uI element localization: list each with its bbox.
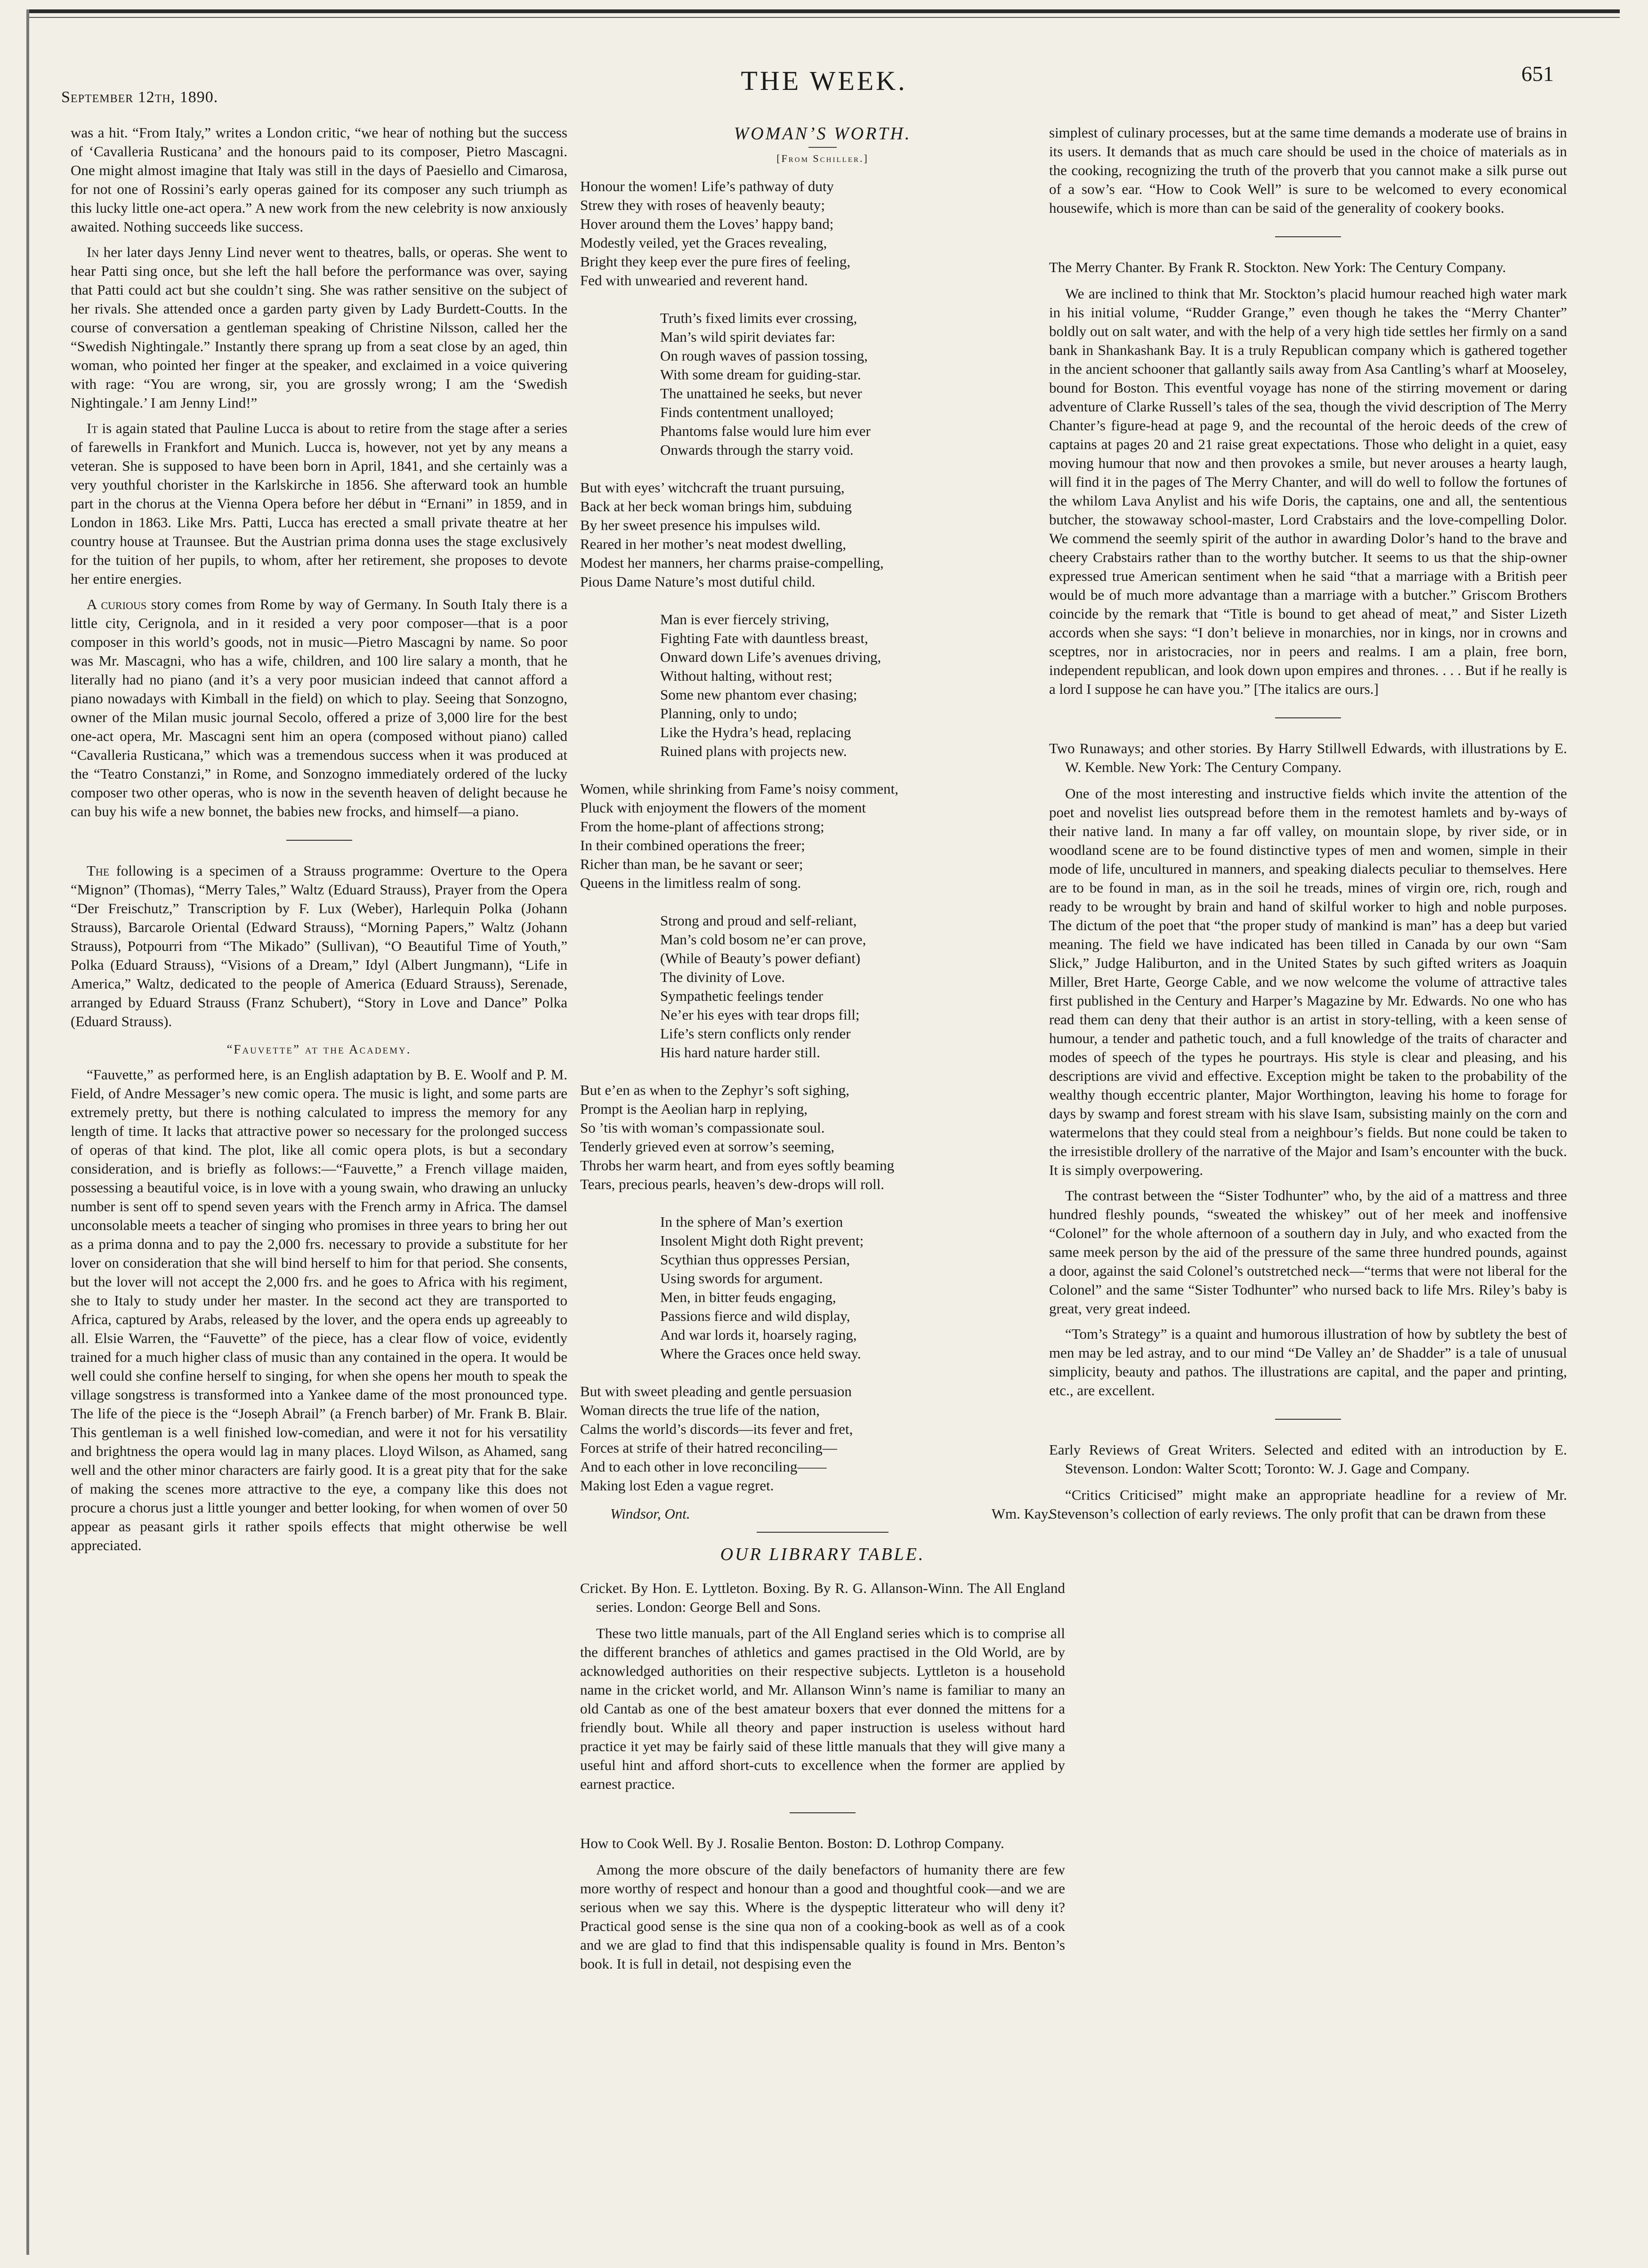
- poem-line: Tenderly grieved even at sorrow’s seeming,: [580, 1138, 835, 1155]
- poem-stanza: [660, 610, 1065, 761]
- poem-line: Phantoms false would lure him ever: [660, 423, 871, 439]
- review-two-runaways-2: The contrast between the “Sister Todhunter” who, by the aid of a mattress and three hundred fleshly pounds, “sweated the whiskey” out of her meek and inoffensive “Colonel” for the whole afternoon of a southern day in July, and who exacted from the same meek person by the aid of the pressure of the same three hundred pounds, against a door, against the said Colonel’s outstretched neck—“terms that were not liberal for the Colonel” and the same “Sister Todhunter” who nursed back to life Mrs. Riley’s baby is great, very great indeed.: [1049, 1187, 1567, 1317]
- article-jenny-lind: [71, 243, 567, 412]
- lead-word: In: [87, 244, 99, 260]
- article-mascagni-end: was a hit. “From Italy,” writes a London critic, “we hear of nothing but the success of ‘Cavalleria Rusticana’ and the honours paid to its composer, Pietro Mascagni. One might almost imagine that Italy was still in the days of Paesiello and Cimarosa, for not one of Rossini’s early operas gained for its composer any such triumph as this lucky little one-act opera.” A new work from the new celebrity is now anxiously awaited. Nothing succeeds like success.: [71, 124, 567, 235]
- poem-line: Back at her beck woman brings him, subduing: [580, 498, 852, 515]
- poem-line: Tears, precious pearls, heaven’s dew-drops will roll.: [580, 1176, 885, 1192]
- poem-stanza: [660, 309, 1065, 459]
- fauvette-heading: “Fauvette” at the Academy.: [226, 1042, 412, 1056]
- poem-line: Queens in the limitless realm of song.: [580, 875, 801, 891]
- section-divider: [1275, 1419, 1341, 1420]
- poem-line: Onwards through the starry void.: [660, 442, 854, 458]
- article-curious-story: [71, 595, 567, 821]
- section-divider: [286, 840, 352, 841]
- poem-stanza: [660, 911, 1065, 1062]
- lead-word: The: [87, 862, 110, 879]
- poem-stanza: [660, 1213, 1065, 1363]
- left-binding-edge: [26, 9, 29, 2255]
- poem-line: Woman directs the true life of the nation,: [580, 1402, 820, 1418]
- poem-line: Where the Graces once held sway.: [660, 1345, 861, 1362]
- article-strauss-programme: [71, 861, 567, 1031]
- poem-line: And war lords it, hoarsely raging,: [660, 1327, 857, 1343]
- poem-body: [580, 177, 1065, 1495]
- review-cricket: These two little manuals, part of the All England series which is to comprise all the different branches of athletics and games practised in the Old World, are by acknowledged authorities on their respective subjects. Lyttleton is a household name in the cricket world, and Mr. Allanson Winn’s name is familiar to many an old Cantab as one of the best amateur boxers that ever donned the mittens for a friendly bout. While all theory and paper instruction is useless without hard practice it yet may be fairly said of these little manuals that they will give many a useful hint and afford short-cuts to excellence when the former are applied by earnest practice.: [580, 1625, 1065, 1792]
- poem-line: Pluck with enjoyment the flowers of the moment: [580, 799, 866, 816]
- poem-line: Hover around them the Loves’ happy band;: [580, 216, 834, 232]
- poem-line: Calms the world’s discords—its fever and fret,: [580, 1421, 853, 1437]
- poem-line: But with eyes’ witchcraft the truant pursuing,: [580, 479, 845, 496]
- poem-line: Men, in bitter feuds engaging,: [660, 1289, 836, 1305]
- poem-line: Women, while shrinking from Fame’s noisy comment,: [580, 780, 898, 797]
- poem-line: So ’tis with woman’s compassionate soul.: [580, 1119, 825, 1136]
- poem-line: Man is ever fiercely striving,: [660, 611, 829, 627]
- poem-line: In their combined operations the freer;: [580, 837, 805, 853]
- poem-line: On rough waves of passion tossing,: [660, 347, 868, 364]
- poem-place: Windsor, Ont.: [610, 1505, 690, 1522]
- review-two-runaways-3: “Tom’s Strategy” is a quaint and humorous illustration of how by subtlety the best of men may be led astray, and to our mind “De Valley an’ de Shadder” is a tale of unusual simplicity, beauty and pathos. The illustrations are capital, and the paper and printing, etc., are excellent.: [1049, 1326, 1567, 1399]
- review-two-runaways: One of the most interesting and instructive fields which invite the attention of the poet and novelist lies outspread before them in the remotest hamlets and by-ways of their native land. In many a far off valley, on mountain slope, by river side, or in woodland scene are to be found distinctive types of men and women, simple in their mode of life, uncultured in manners, and speaking dialects peculiar to themselves. Here are to be found in man, as in the soil he treads, mines of virgin ore, rich, rough and ready to be wrought by brain and hand of skilful worker to high and noble purposes. The dictum of the poet that “the proper study of mankind is man” has a deep but varied meaning. The field we have indicated has been tilled in Canada by our own “Sam Slick,” Judge Haliburton, and in the United States by such gifted writers as Joaquin Miller, Bret Harte, George Cable, and we now welcome the volume of attractive tales first published in the Century and Harper’s Magazine by Mr. Edwards. No one who has read them can deny that their author is an artist in story-telling, with a keen sense of humour, a tender and pathetic touch, and a full knowledge of the traits of character and modes of speech of the types he pourtrays. His style is clear and pleasing, and his descriptions are vivid and effective. Exception might be taken to the probability of the wealthy though eccentric planter, Major Worthington, leaving his home to forage for days by swamp and forest stream with his slave Isam, subsisting mainly on the corn and watermelons that they could steal from a neighbour’s fields. But none could be taken to the irresistible drollery of the narrative of the Major and Isam’s encounter with the buck. It is simply overpowering.: [1049, 785, 1567, 1178]
- article-text: story comes from Rome by way of Germany. In South Italy there is a little city, Cerignola, and in it resided a very poor composer—that is a poor composer in this world’s goods, not in music—Pietro Mascagni by name. So poor was Mr. Mascagni, who has a wife, children, and 100 lire salary a month, that he literally had no piano (and it’s a very poor musician indeed that cannot afford a piano nowadays with Kimball in the field) on which to play. Seeing that Sonzogno, owner of the Milan music journal Secolo, offered a prize of 3,000 lire for the best one-act opera, Mr. Mascagni sent him an opera (composed without piano) called “Cavalleria Rusticana,” which was a tremendous success when it was produced at the “Teatro Constanzi,” in Rome, and Sonzogno immediately ordered of the lucky composer two other operas, who is now in the seventh heaven of delight because he can buy his wife a new bonnet, the babies new frocks, and himself—a piano.: [71, 596, 567, 820]
- poem-line: His hard nature harder still.: [660, 1044, 821, 1061]
- poem-line: (While of Beauty’s power defiant): [660, 950, 861, 966]
- poem-line: Without halting, without rest;: [660, 668, 832, 684]
- poem-stanza: [580, 177, 1065, 290]
- poem-line: The unattained he seeks, but never: [660, 385, 862, 402]
- poem-line: Pious Dame Nature’s most dutiful child.: [580, 573, 816, 590]
- column-right: [1049, 123, 1567, 2251]
- poem-line: But with sweet pleading and gentle persuasion: [580, 1383, 852, 1399]
- review-heading-cook: How to Cook Well. By J. Rosalie Benton. Boston: D. Lothrop Company.: [580, 1835, 1004, 1851]
- poem-title: WOMAN’S WORTH.: [734, 124, 912, 144]
- poem-attribution: [From Schiller.]: [776, 153, 869, 164]
- poem-author: Wm. Kay.: [991, 1505, 1051, 1522]
- top-border-thin: [28, 17, 1620, 18]
- poem-line: Man’s wild spirit deviates far:: [660, 329, 835, 345]
- library-table-title: OUR LIBRARY TABLE.: [720, 1544, 925, 1564]
- article-text: her later days Jenny Lind never went to theatres, balls, or operas. She went to hear Patti sing once, but she left the hall before the performance was over, saying that Patti could act but she couldn’t sing. She was rather sensitive on the subject of her rivals. She attended once a garden party given by Lady Burdett-Coutts. In the course of conversation a gentleman speaking of Christine Nilsson, called her the “Swedish Nightingale.” Instantly there sprang up from a seat close by an aged, thin woman, who pointed her finger at the speaker, and exclaimed in a voice quivering with rage: “You are wrong, sir, you are grossly wrong; I am the ‘Swedish Nightingale.’ I am Jenny Lind!”: [71, 244, 567, 411]
- poem-stanza: [580, 1382, 1065, 1495]
- poem-line: Making lost Eden a vague regret.: [580, 1477, 774, 1494]
- section-divider: [1275, 236, 1341, 237]
- poem-line: By her sweet presence his impulses wild.: [580, 517, 821, 533]
- poem-line: From the home-plant of affections strong;: [580, 818, 824, 835]
- article-fauvette: “Fauvette,” as performed here, is an English adaptation by B. E. Woolf and P. M. Field, of Andre Messager’s new comic opera. The music is light, and some parts are extremely pretty, but there is nothing calculated to impress the memory for any length of time. It lacks that attractive power so necessary for the prolonged success of operas of that kind. The plot, like all comic opera plots, is but a secondary consideration, and is briefly as follows:—“Fauvette,” a French village maiden, possessing a beautiful voice, is in love with a young swain, who drawing an unlucky number is sent off to spend seven years with the French army in Africa. The damsel unconsolable meets a teacher of singing who promises in three years to bring her out as a prima donna and to pay the 2,000 frs. necessary to provide a substitute for her lover on consideration that she will bind herself to him for that period. She consents, but the lover will not accept the 2,000 frs. and he goes to Africa with his regiment, she to Italy to study under her master. In the second act they are transported to Africa, captured by Arabs, released by the lover, and the opera ends up agreeably to all. Elsie Warren, the “Fauvette” of the piece, has a clear flow of voice, evidently trained for a much higher class of music than any contained in the opera. It would be well could she confine herself to singing, for when she opens her mouth to speak the village songstress is transformed into a Yankee dame of the most pronounced type. The life of the piece is the “Joseph Abrail” (a French barber) of Mr. Frank B. Blair. This gentleman is a well finished low-comedian, and were it not for his versatility and brightness the opera would lag in many places. Lloyd Wilson, as Ahamed, sang well and the other minor characters are fairly good. It is a great pity that for the sake of making the scenes more attractive to the eye, a company like this does not procure a chorus just a little younger and better looking, for when women of over 50 appear as peasant girls it rather spoils effects that might otherwise be well appreciated.: [71, 1066, 567, 1553]
- poem-line: Fighting Fate with dauntless breast,: [660, 630, 868, 646]
- review-merry-chanter: We are inclined to think that Mr. Stockton’s placid humour reached high water mark in his initial volume, “Rudder Grange,” even though he takes the “Merry Chanter” boldly out on salt water, and with the help of a very high tide settles her firmly on a sand bank in Shankashank Bay. It is a truly Republican company which is gathered together in the ancient schooner that gallantly sails away from Asa Cantling’s wharf at Mooseley, bound for Boston. This eventful voyage has none of the stirring movement or daring adventure of Clarke Russell’s tales of the sea, though the vivid description of The Merry Chanter’s figure-head at page 9, and the recountal of the heroic deeds of the crew of captains at pages 20 and 21 raise great expectations. Those who delight in a quiet, easy moving humour that now and then provokes a smile, but never arouses a hearty laugh, will find it in the pages of The Merry Chanter, and will do well to follow the fortunes of the whilom Lava Anylist and his wife Doris, the captains, one and all, the sententious butcher, the stowaway school-master, Lord Crabstairs and the love-compelling Dolor. We commend the seemly spirit of the author in awarding Dolor’s hand to the brave and cheery Crabstairs rather than to the worthy butcher. It seems to us that the ship-owner expressed true American sentiment when he said “that a marriage with a British peer would be of much more advantage than a marriage with a butcher.” Griscom Brothers coincide by the remark that “Title is bound to get ahead of meat,” and Sister Lizeth accords when she says: “I don’t believe in monarchies, nor in kings, nor in crowns and sceptres, nor in aristocracies, nor in peers and realms. I am a plain, free born, independent republican, and look down upon empires and thrones. . . . But if he really is a lord I suppose he can have you.” [The italics are ours.]: [1049, 285, 1567, 697]
- poem-line: Planning, only to undo;: [660, 705, 798, 722]
- poem-line: With some dream for guiding-star.: [660, 366, 861, 383]
- publication-title: THE WEEK.: [741, 65, 907, 96]
- issue-date: September 12th, 1890.: [61, 88, 218, 106]
- poem-line: Passions fierce and wild display,: [660, 1308, 850, 1324]
- poem-line: Fed with unwearied and reverent hand.: [580, 272, 808, 289]
- poem-stanza: [580, 780, 1065, 893]
- poem-line: Prompt is the Aeolian harp in replying,: [580, 1101, 808, 1117]
- poem-line: Modest her manners, her charms praise-compelling,: [580, 555, 884, 571]
- poem-line: Strew they with roses of heavenly beauty;: [580, 197, 825, 213]
- section-divider: [757, 1532, 889, 1533]
- article-text: is again stated that Pauline Lucca is about to retire from the stage after a series of farewells in Frankfort and Munich. Lucca is, however, not yet by any means a veteran. She is supposed to have been born in April, 1841, and she certainly was a very youthful chorister in the Karlskirche in 1856. She afterward took an humble part in the chorus at the Vienna Opera before her début in “Ernani” in 1859, and in London in 1863. Like Mrs. Patti, Lucca has erected a small private theatre at her country house at Traunsee. But the Austrian prima donna uses the stage exclusively for the tuition of her pupils, to whom, after her retirement, she proposes to devote her entire energies.: [71, 420, 567, 587]
- poem-stanza: [580, 1081, 1065, 1194]
- poem-line: Bright they keep ever the pure fires of feeling,: [580, 253, 851, 270]
- poem-line: Onward down Life’s avenues driving,: [660, 649, 881, 665]
- article-text: following is a specimen of a Strauss programme: Overture to the Opera “Mignon” (Thomas), “Merry Tales,” Waltz (Eduard Strauss), Prayer from the Opera “Der Freischutz,” Transcription by F. Lux (Weber), Harlequin Polka (Johann Strauss), Barcarole Oriental (Edward Strauss), “Morning Papers,” Waltz (Johann Strauss), Potpourri from “The Mikado” (Sullivan), “O Beautiful Time of Youth,” Polka (Eduard Strauss), “Visions of a Dream,” Idyl (Albert Jungmann), “Life in America,” Waltz, dedicated to the people of America (Eduard Strauss), Serenade, arranged by Eduard Strauss (Franz Schubert), “Story in Love and Dance” Polka (Eduard Strauss).: [71, 862, 567, 1029]
- poem-line: Man’s cold bosom ne’er can prove,: [660, 931, 866, 948]
- section-divider: [1275, 717, 1341, 718]
- poem-line: Using swords for argument.: [660, 1270, 823, 1287]
- poem-line: Life’s stern conflicts only render: [660, 1025, 851, 1042]
- section-divider: [790, 1812, 856, 1813]
- poem-line: Throbs her warm heart, and from eyes softly beaming: [580, 1157, 895, 1174]
- poem-line: Forces at strife of their hatred reconciling—: [580, 1440, 837, 1456]
- poem-line: Insolent Might doth Right prevent;: [660, 1232, 864, 1249]
- review-cook: Among the more obscure of the daily benefactors of humanity there are few more worthy of respect and honour than a good and thoughtful cook—and we are serious when we say this. Where is the dyspeptic litterateur who will deny it? Practical good sense is the sine qua non of a cooking-book as well as of a cook and we are glad to find that this indispensable quality is found in Mrs. Benton’s book. It is full in detail, not despising even the: [580, 1861, 1065, 1972]
- page-number: 651: [1521, 62, 1554, 86]
- poem-line: Strong and proud and self-reliant,: [660, 912, 857, 929]
- poem-line: And to each other in love reconciling——: [580, 1458, 827, 1475]
- poem-line: But e’en as when to the Zephyr’s soft sighing,: [580, 1082, 849, 1098]
- poem-stanza: [580, 478, 1065, 591]
- lead-word: A curious: [87, 596, 147, 612]
- article-pauline-lucca: [71, 419, 567, 588]
- poem-line: Reared in her mother’s neat modest dwelling,: [580, 536, 847, 552]
- poem-line: Richer than man, be he savant or seer;: [580, 856, 803, 872]
- poem-line: Sympathetic feelings tender: [660, 988, 824, 1004]
- review-heading-cricket: Cricket. By Hon. E. Lyttleton. Boxing. By R. G. Allanson-Winn. The All England series. London: George Bell and Sons.: [580, 1580, 1065, 1615]
- poem-line: Truth’s fixed limits ever crossing,: [660, 310, 857, 326]
- review-heading-two-runaways: Two Runaways; and other stories. By Harry Stillwell Edwards, with illustrations by E. W. Kemble. New York: The Century Company.: [1049, 740, 1567, 775]
- poem-line: Ruined plans with projects new.: [660, 743, 847, 759]
- column-middle: [580, 123, 1065, 2251]
- poem-line: Modestly veiled, yet the Graces revealing,: [580, 234, 827, 251]
- poem-line: Honour the women! Life’s pathway of duty: [580, 178, 834, 194]
- poem-line: In the sphere of Man’s exertion: [660, 1214, 843, 1230]
- poem-line: Like the Hydra’s head, replacing: [660, 724, 851, 740]
- poem-line: Scythian thus oppresses Persian,: [660, 1251, 850, 1268]
- review-heading-early-reviews: Early Reviews of Great Writers. Selected and edited with an introduction by E. Stevenson. London: Walter Scott; Toronto: W. J. Gage and Company.: [1049, 1441, 1567, 1477]
- review-cook-continued: simplest of culinary processes, but at the same time demands a moderate use of brains in its users. It demands that as much care should be used in the choice of materials as in the cooking, recognizing the truth of the proverb that you cannot make a silk purse out of a sow’s ear. “How to Cook Well” is sure to be welcomed to every economical housewife, which is more than can be said of the generality of cookery books.: [1049, 124, 1567, 216]
- top-border: [28, 9, 1620, 13]
- review-early-reviews: “Critics Criticised” might make an appropriate headline for a review of Mr. Stevenson’s collection of early reviews. The only profit that can be drawn from these: [1049, 1487, 1567, 1522]
- poem-signature: [610, 1504, 1051, 1523]
- poem-line: Finds contentment unalloyed;: [660, 404, 834, 420]
- poem-line: Some new phantom ever chasing;: [660, 686, 857, 703]
- title-rule: [808, 147, 837, 148]
- poem-line: Ne’er his eyes with tear drops fill;: [660, 1006, 860, 1023]
- column-left: [71, 123, 567, 2251]
- review-heading-merry-chanter: The Merry Chanter. By Frank R. Stockton. New York: The Century Company.: [1049, 259, 1506, 275]
- lead-word: It: [87, 420, 98, 436]
- poem-line: The divinity of Love.: [660, 969, 785, 985]
